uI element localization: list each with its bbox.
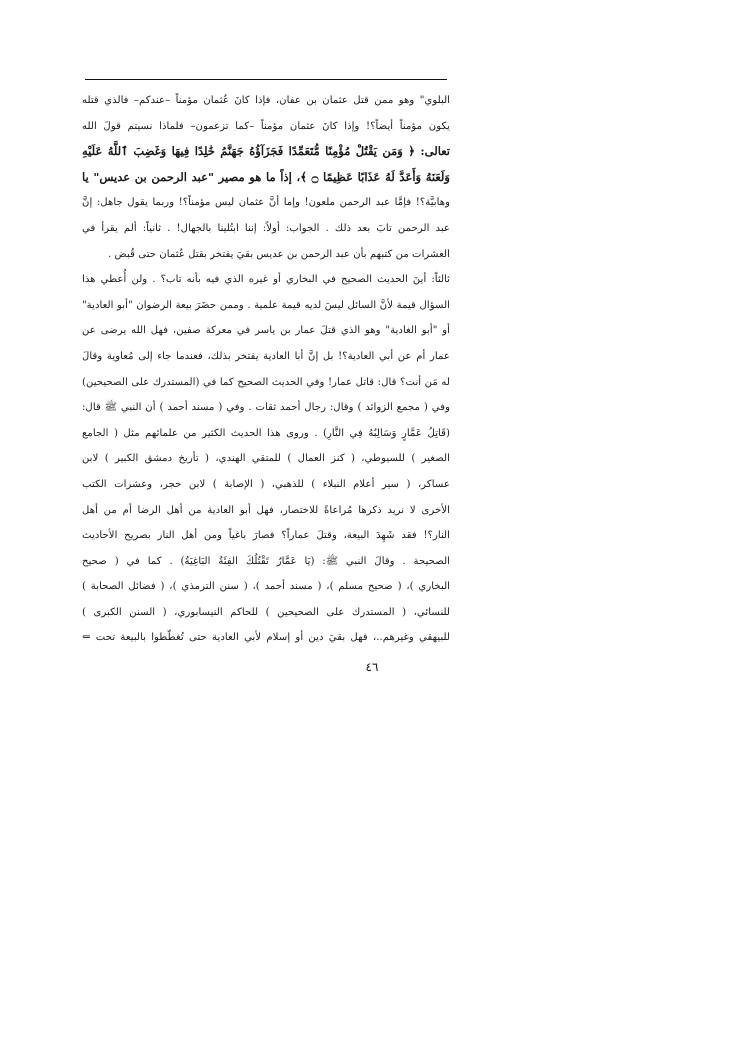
text-line: عساكر، ( سير أعلام النبلاء ) للذهبي، ( الإصابة ) لابن حجر، وعشرات الكتب <box>82 478 450 490</box>
text-line: وفي ( مجمع الزوائد ) وقال: رجال أحمد ثقات . وفي ( مسند أحمد ) أن النبي ﷺ قال: <box>82 402 450 414</box>
text-line: له مَن أنت؟ قال: قاتل عمار! وفي الحديث الصحيح كما في (المستدرك على الصحيحين) <box>82 376 450 388</box>
text-line: وهابيَّة؟! فإمَّا عبد الرحمن ملعون! وإما أنَّ عثمان ليس مؤمناً؟! وربما يقول جاهل: إنَّ <box>82 197 450 209</box>
text-line: للنسائي، ( المستدرك على الصحيحين ) للحاكم النيسابوري، ( السنن الكبرى ) <box>82 606 450 618</box>
text-line: عبد الرحمن تابَ بعد ذلك . الجواب: أولاً: إننا ابتُلينا بالجهال! . ثانياً: ألم يقرأ في <box>82 222 450 234</box>
header-rule <box>85 79 447 80</box>
hadith-line: الصحيحة . وقالَ النبي ﷺ: (يَا عَمَّارُ تَقْتُلُكَ الفِئَةُ البَاغِيَةُ) . كما في ( صحيح <box>82 555 450 567</box>
text-line: البلوي" وهو ممن قتل عثمان بن عفان، فإذا كانَ عُثمان مؤمناً –عندكم– فالذي قتله <box>82 95 450 106</box>
text-line: الأخرى لا نريد ذكرها مُراعاةً للاختصار، فهل أبو العادية من أهل الرضا أم من أهل <box>82 504 450 516</box>
quran-verse-line: تعالى: ﴿ وَمَن يَقْتُلْ مُؤْمِنًا مُّتَعَمِّدًا فَجَزَآؤُهُ جَهَنَّمُ خَٰلِدًا فِيهَا وَغَضِبَ ٱللَّهُ عَلَيْهِ <box>82 144 450 159</box>
text-line: للبيهقي وغيرهم..، فهل بقيَ دين أو إسلام لأبي العادية حتى تُغطّطوا بالبيعة تحت ⇐ <box>82 632 450 644</box>
text-line: أو "أبو الغادية" وهو الذي قتلَ عمار بن ياسر في معركة صفين، فهل الله يرضى عن <box>82 325 450 337</box>
text-line: العشرات من كتبهم بأن عبد الرحمن بن عديس بقيَ يفتخر بقتل عُثمان حتى قُبض . <box>108 248 450 260</box>
page-number: ٤٦ <box>365 660 379 674</box>
text-line: النار؟! فقد شَهِدَ البيعة، وقتلَ عماراً؟ فصارَ باغياً ومن أهل النار بصريح الأحاديث <box>82 530 450 542</box>
text-line: عمار أم عن أبي العادية؟! بل إنَّ أبا العادية يفتخر بذلك، فعندما جاء إلى مُعاوية وقالَ <box>82 350 450 362</box>
quran-verse-line: وَلَعَنَهُ وَأَعَدَّ لَهُ عَذَابًا عَظِيمًا ۝ ﴾، إذاً ما هو مصير "عبد الرحمن بن عديس" يا <box>82 169 450 184</box>
text-line: البخاري )، ( صحيح مسلم )، ( مسند أحمد )، ( سنن الترمذي )، ( فضائل الصحابة ) <box>82 581 450 593</box>
text-line: الصغير ) للسيوطي، ( كنز العمال ) للمتقي الهندي، ( تأريخ دمشق الكبير ) لابن <box>82 453 450 465</box>
body-text <box>82 88 450 651</box>
text-line: ثالثاً: أينَ الحديث الصحيح في البخاري أو غيره الذي فيه بأنه تاب؟ . ولن أُعطي هذا <box>82 274 450 286</box>
text-line: يكون مؤمناً أيضاً؟! وإذا كانَ عثمان مؤمناً –كما تزعمون– فلماذا نسيتم قولَ الله <box>82 120 450 132</box>
text-line: السؤال قيمة لأنَّ السائل ليسَ لديه قيمة علمية . وممن حضَرَ بيعة الرضوان "أبو العادية" <box>82 299 450 311</box>
hadith-line: (قَاتِلُ عَمَّارٍ وَسَالِبُهُ فِي النَّارِ) . وروى هذا الحديث الكثير من علمائهم مثل ( الجامع <box>82 427 450 439</box>
